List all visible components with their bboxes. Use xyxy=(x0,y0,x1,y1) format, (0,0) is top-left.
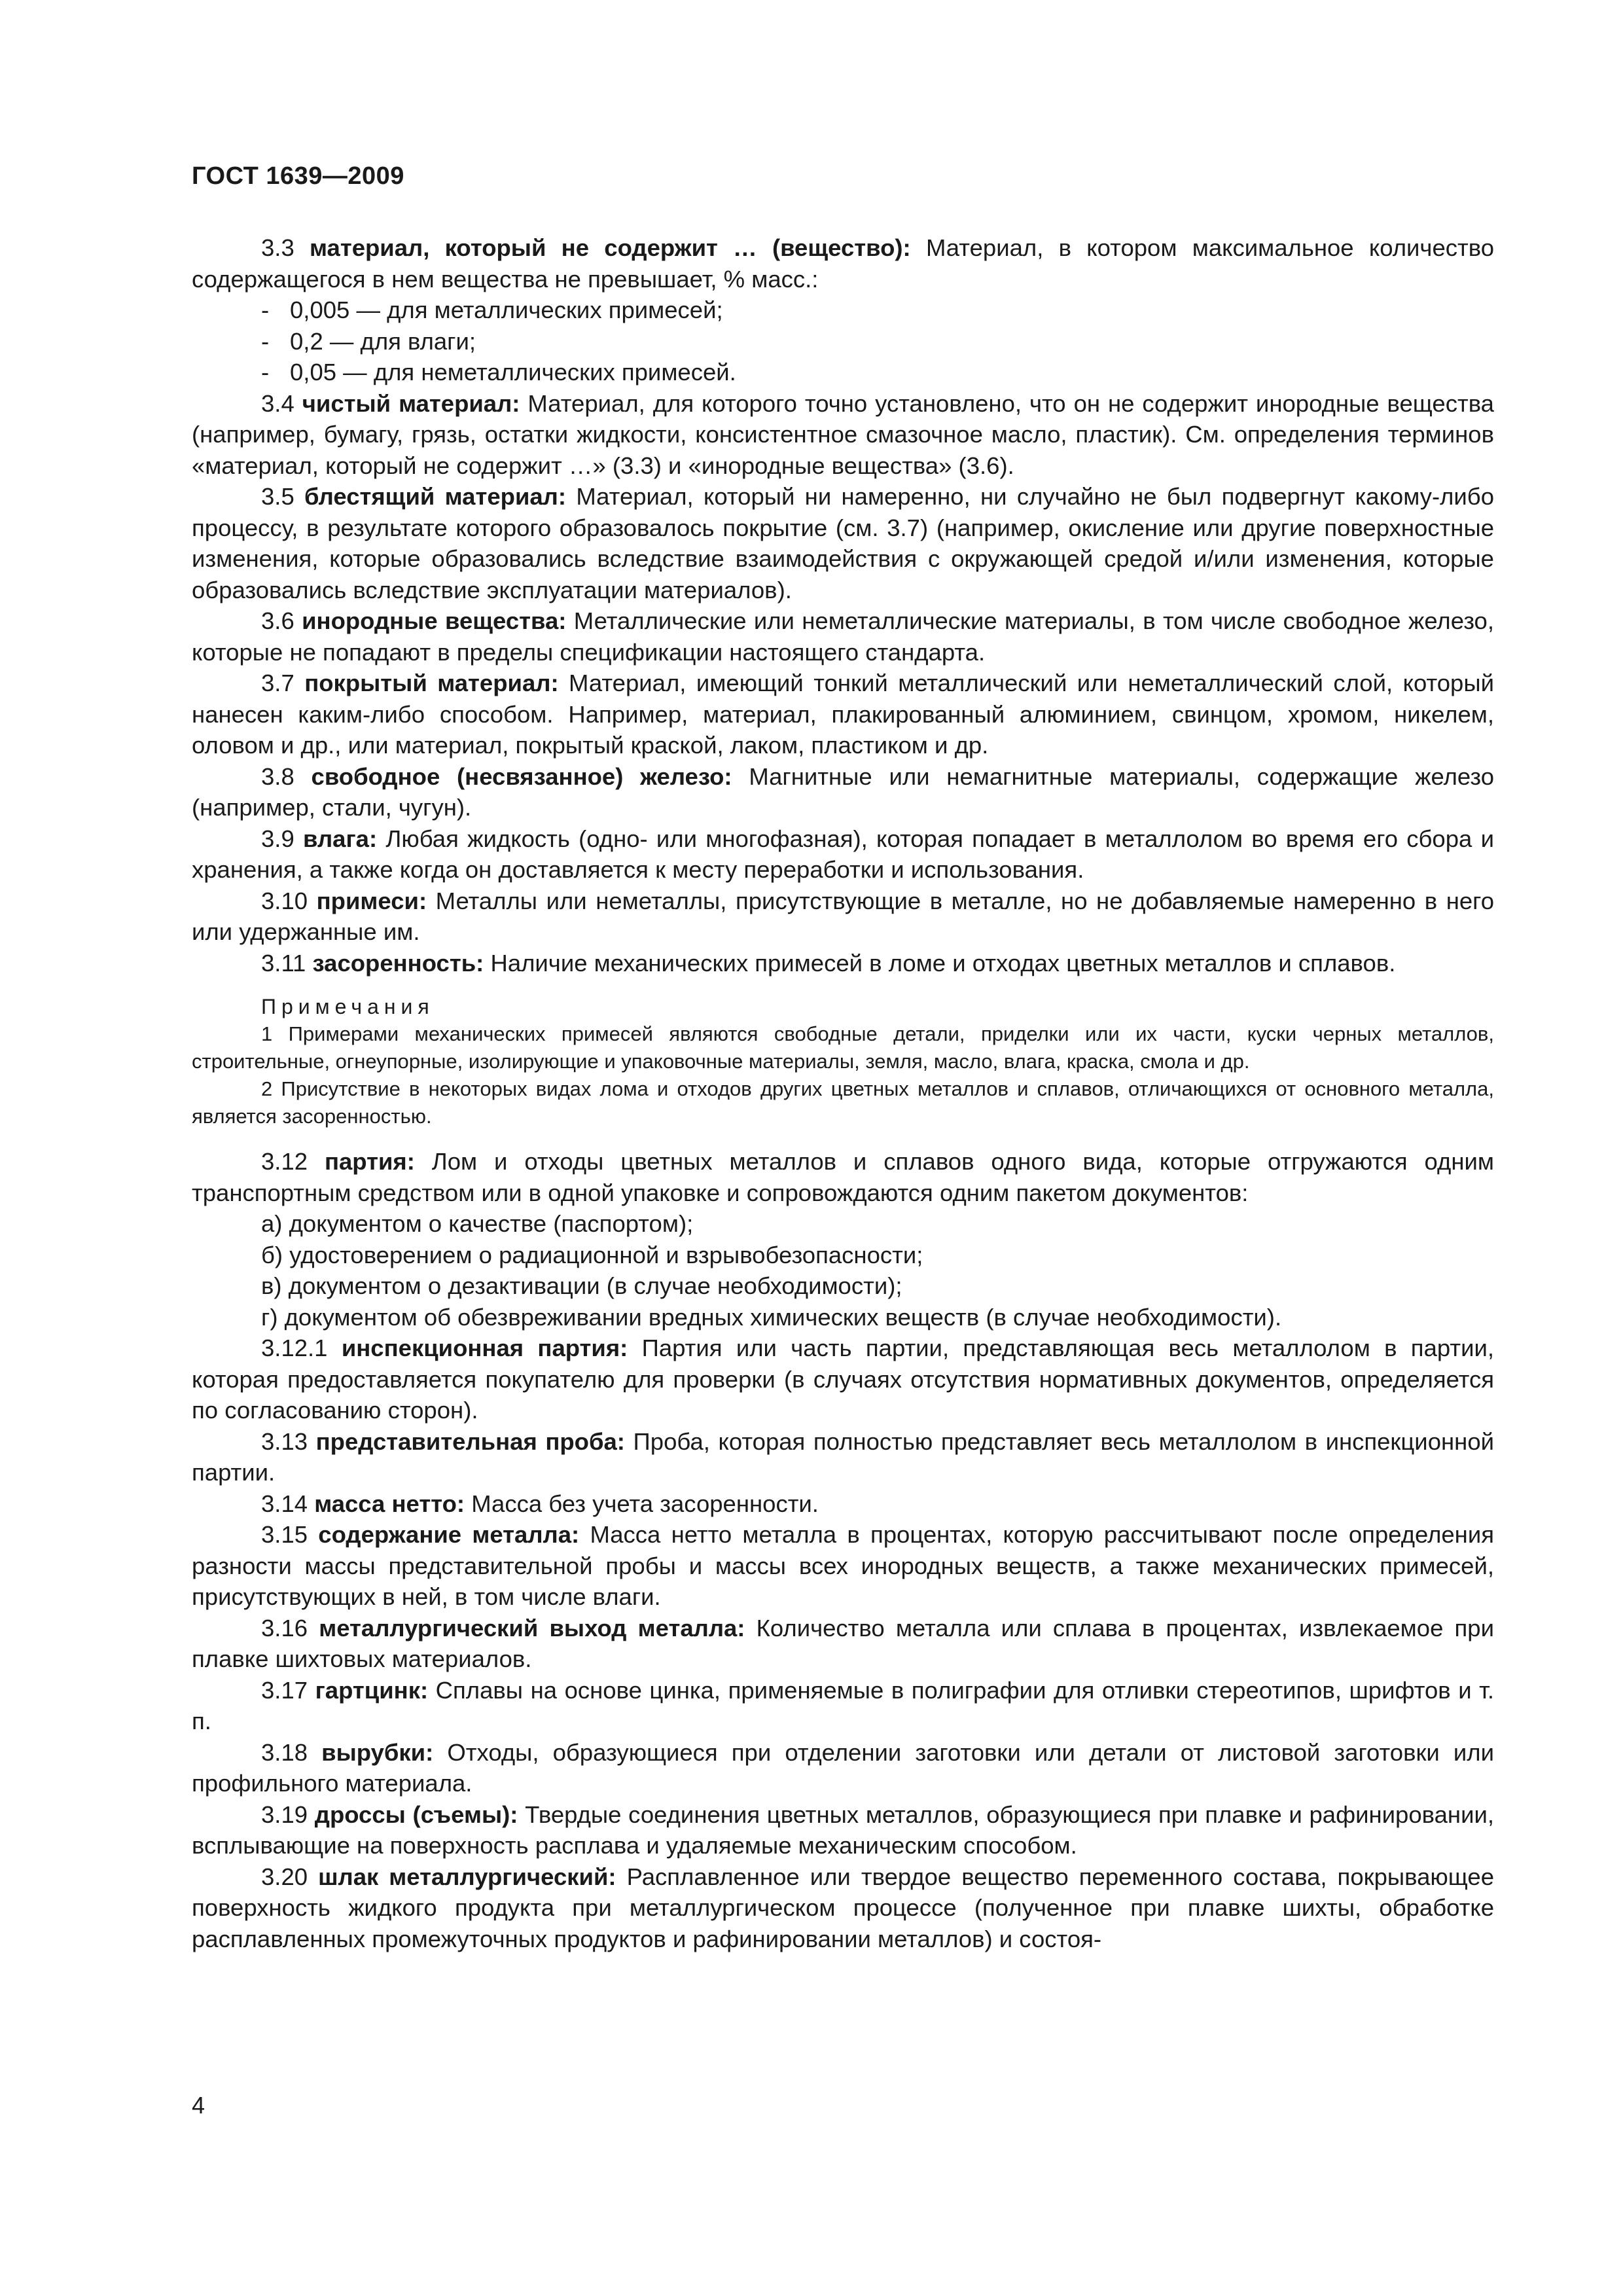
definition-3-7: 3.7 покрытый материал: Материал, имеющий тонкий металлический или неметаллический слой, который нанесен каким-либо способом. Например, материал, плакированный алюминием, свинцом, хромом, никелем, оловом и др., или материал, покрытый краской, лаком, пластиком и др. xyxy=(192,670,1494,759)
standard-header: ГОСТ 1639—2009 xyxy=(192,162,404,190)
note-item: 2 Присутствие в некоторых видах лома и отходов других цветных металлов и сплавов, отличающихся от основного металла, является засоренностью. xyxy=(192,1077,1494,1128)
list-item: г) документом об обезвреживании вредных химических веществ (в случае необходимости). xyxy=(261,1303,1282,1331)
notes-title: Примечания xyxy=(261,995,435,1018)
list-item: - 0,05 — для неметаллических примесей. xyxy=(261,359,736,386)
list-item: а) документом о качестве (паспортом); xyxy=(261,1210,694,1237)
definition-3-18: 3.18 вырубки: Отходы, образующиеся при отделении заготовки или детали от листовой заготовки или профильного материала. xyxy=(192,1738,1494,1797)
page-content xyxy=(192,232,1494,1954)
list-item: в) документом о дезактивации (в случае необходимости); xyxy=(261,1272,902,1299)
definition-3-9: 3.9 влага: Любая жидкость (одно- или многофазная), которая попадает в металлолом во время его сбора и хранения, а также когда он доставляется к месту переработки и использования. xyxy=(192,825,1494,883)
definition-3-16: 3.16 металлургический выход металла: Количество металла или сплава в процентах, извлекаемое при плавке шихтовых материалов. xyxy=(192,1614,1494,1672)
definition-3-13: 3.13 представительная проба: Проба, которая полностью представляет весь металлолом в инспекционной партии. xyxy=(192,1427,1495,1486)
definition-3-4: 3.4 чистый материал: Материал, для которого точно установлено, что он не содержит инородные вещества (например, бумагу, грязь, остатки жидкости, консистентное смазочное масло, пластик). См. определения терминов «материал, который не содержит …» (3.3) и «инородные вещества» (3.6). xyxy=(192,389,1494,479)
definition-3-8: 3.8 свободное (несвязанное) железо: Магнитные или немагнитные материалы, содержащие железо (например, стали, чугун). xyxy=(192,762,1494,821)
term-title: материал, который не содержит … (вещество): xyxy=(310,234,911,261)
term-number: 3.3 xyxy=(261,234,310,261)
definition-3-15: 3.15 содержание металла: Масса нетто металла в процентах, которую рассчитывают после определения разности массы представительной пробы и массы всех инородных веществ, а также механических примесей, присутствующих в ней, в том числе влаги. xyxy=(192,1521,1494,1610)
definition-3-19: 3.19 дроссы (съемы): Твердые соединения цветных металлов, образующиеся при плавке и рафинировании, всплывающие на поверхность расплава и удаляемые механическим способом. xyxy=(192,1801,1495,1859)
term-definition: Материал, в котором максимальное количество содержащегося в нем вещества не превышает, % масс.: xyxy=(192,234,1494,293)
definition-3-14: 3.14 масса нетто: Масса без учета засоренности. xyxy=(261,1490,819,1517)
definition-3-20: 3.20 шлак металлургический: Расплавленное или твердое вещество переменного состава, покрывающее поверхность жидкого продукта при металлургическом процессе (полученное при плавке шихты, обработке расплавленных промежуточных продуктов и рафинировании металлов) и состоя- xyxy=(192,1863,1494,1952)
definition-3-11: 3.11 засоренность: Наличие механических примесей в ломе и отходах цветных металлов и сплавов. xyxy=(261,949,1396,977)
note-item: 1 Примерами механических примесей являются свободные детали, приделки или их части, куски черных металлов, строительные, огнеупорные, изолирующие и упаковочные материалы, земля, масло, влага, краска, смола и др. xyxy=(192,1022,1494,1073)
definition-3-12: 3.12 партия: Лом и отходы цветных металлов и сплавов одного вида, которые отгружаются одним транспортным средством или в одной упаковке и сопровождаются одним пакетом документов: xyxy=(192,1148,1494,1206)
list-item: - 0,2 — для влаги; xyxy=(261,327,476,355)
definition-3-17: 3.17 гартцинк: Сплавы на основе цинка, применяемые в полиграфии для отливки стереотипов, шрифтов и т. п. xyxy=(192,1676,1494,1734)
definition-3-5: 3.5 блестящий материал: Материал, который ни намеренно, ни случайно не был подвергнут какому-либо процессу, в результате которого образовалось покрытие (см. 3.7) (например, окисление или другие поверхностные изменения, которые образовались вследствие взаимодействия с окружающей средой и/или изменения, которые образовались вследствие эксплуатации материалов). xyxy=(192,483,1495,603)
page-number: 4 xyxy=(192,2092,205,2119)
list-item: б) удостоверением о радиационной и взрывобезопасности; xyxy=(261,1241,923,1268)
definition-3-10: 3.10 примеси: Металлы или неметаллы, присутствующие в металле, но не добавляемые намеренно в него или удержанные им. xyxy=(192,887,1494,945)
definition-3-12-1: 3.12.1 инспекционная партия: Партия или часть партии, представляющая весь металлолом в партии, которая предоставляется покупателю для проверки (в случаях отсутствия нормативных документов, определяется по согласованию сторон). xyxy=(192,1335,1495,1424)
list-item: - 0,005 — для металлических примесей; xyxy=(261,296,723,323)
definition-3-3 xyxy=(192,232,1494,295)
definition-3-6: 3.6 инородные вещества: Металлические или неметаллические материалы, в том числе свободное железо, которые не попадают в пределы спецификации настоящего стандарта. xyxy=(192,607,1494,666)
notes-block xyxy=(192,993,1494,1130)
